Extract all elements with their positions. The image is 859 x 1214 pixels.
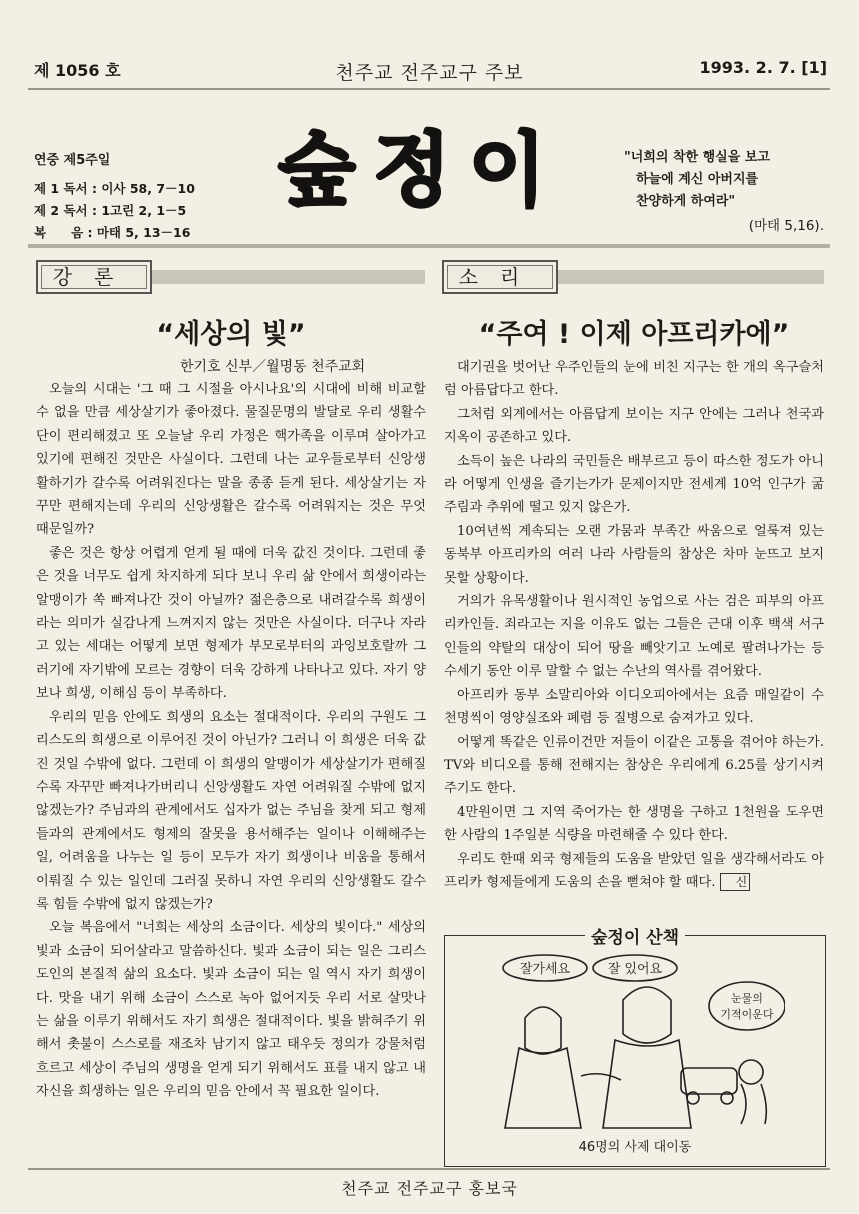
masthead-logo: [262, 124, 580, 212]
handshake: [581, 1074, 621, 1080]
mass-readings: [34, 150, 195, 244]
section-label-voice: 소리: [442, 260, 558, 294]
homily-paragraph: 좋은 것은 항상 어렵게 얻게 될 때에 더욱 값진 것이다. 그런데 좋은 것을 너무도 쉽게 차지하게 되다 보니 우리 삶 안에서 희생이라는 알맹이가 쏙 빠져나간 것이 아닐까? 젊은층으로 내려갈수록 희생이라는 의미가 실감나게 느껴지지 않는 것만은 사실이다. 더구나 자라고 있는 세대는 어떻게 보면 형제가 부모로부터의 과잉보호랄까 그러기에 자기밖에 모르는 경향이 더욱 강하게 나타나고 있다. 자기 양보나 희생, 이해심 등이 부족하다.: [36, 545, 426, 702]
masthead-rule: [28, 244, 830, 248]
liturgical-sunday: 연중 제5주일: [34, 153, 111, 168]
monkey-head: [739, 1060, 763, 1084]
top-rule: [28, 88, 830, 90]
left-section-bar: [150, 270, 425, 284]
priest-right-body: [603, 1040, 691, 1128]
masthead-text: 숲정이: [278, 124, 564, 212]
speech-bubble-3: [709, 982, 785, 1030]
voice-paragraph: 우리도 한때 외국 형제들의 도움을 받았던 일을 생각해서라도 아프리카 형제들에게 도움의 손을 뻗쳐야 할 때다. 신: [444, 851, 824, 890]
scripture-quote: "너희의 착한 행실을 보고 하늘에 계신 아버지를 찬양하게 하여라" (마태 5,16).: [624, 147, 824, 237]
voice-paragraph: 10여년씩 계속되는 오랜 가뭄과 부족간 싸움으로 얼룩져 있는 동북부 아프리카의 여러 나라 사람들의 참상은 차마 눈뜨고 보지 못할 상황이다.: [444, 523, 824, 586]
bubble-text-2: 잘 있어요: [607, 962, 663, 977]
issue-date: 1993. 2. 7. [1]: [699, 58, 827, 77]
monkey-body: [741, 1084, 766, 1124]
author-seal: 신: [720, 873, 751, 891]
gospel-reading: 복 음 : 마태 5, 13－16: [34, 225, 191, 240]
bubble-text-3a: 눈물의: [731, 992, 763, 1005]
quote-source: (마태 5,16).: [748, 218, 824, 234]
right-section-bar: [558, 270, 824, 284]
car: [681, 1068, 737, 1094]
voice-paragraph: 소득이 높은 나라의 국민들은 배부르고 등이 따스한 정도가 아니라 어떻게 인생을 즐기는가가 문제이지만 전세계 10억 인구가 굶주림과 추위에 떨고 있지 않은가.: [444, 453, 824, 516]
cartoon-box: [444, 928, 826, 1167]
cartoon-title: 숲정이 산책: [585, 928, 685, 948]
homily-paragraph: 우리의 믿음 안에도 희생의 요소는 절대적이다. 우리의 구원도 그리스도의 희생으로 이루어진 것이 아닌가? 그러니 이 희생은 더욱 값진 것일 수밖에 없다. 그런데 이 희생의 알맹이가 세상살기가 편해질수록 자꾸만 빠져나가버리니 신앙생활도 자연 어려워질 수밖에 없지 않겠는가? 주님과의 관계에서도 십자가 없는 주님을 찾게 되고 형제들과의 관계에서도 형제의 잘못을 용서해주는 일이나 이해해주는 일, 어려움을 나누는 일 등이 모두가 자기 희생이나 비움을 통해서 이뤄질 수 있는 일인데 그러질 못하니 자연 우리의 신앙생활도 갈수록 힘들 수밖에 없지 않겠는가?: [36, 709, 426, 912]
bubble-text-3b: 기적이운다: [720, 1008, 774, 1021]
first-reading: 제 1 독서 : 이사 58, 7－10: [34, 181, 195, 196]
bubble-text-1: 잘가세요: [519, 962, 571, 977]
voice-paragraph: 어떻게 똑같은 인류이건만 저들이 이같은 고통을 겪어야 하는가. TV와 비디오를 통해 전해지는 참상은 우리에게 6.25를 상기시켜주기도 한다.: [444, 734, 824, 797]
section-label-homily: 강론: [36, 260, 152, 294]
voice-title: “주여 ! 이제 아프리카에”: [478, 319, 790, 350]
homily-author: 한기호 신부／월명동 천주교회: [180, 359, 366, 375]
footer-rule: [28, 1168, 830, 1170]
homily-body: [36, 378, 426, 1104]
voice-paragraph: 아프리카 동부 소말리아와 이디오피아에서는 요즘 매일같이 수천명씩이 영양실조와 폐렴 등 질병으로 숨져가고 있다.: [444, 687, 824, 727]
voice-paragraph: 거의가 유목생활이나 원시적인 농업으로 사는 검은 피부의 아프리카인들. 죄라고는 지을 이유도 없는 그들은 근대 이후 백색 서구인들의 약탈의 대상이 되어 땅을 빼앗기고 노예로 팔려나가는 등 수세기 동안 이루 말할 수 없는 수난의 역사를 겪어왔다.: [444, 594, 824, 680]
cartoon-illustration: [485, 948, 785, 1130]
priest-left-body: [505, 1048, 581, 1128]
voice-paragraph: 4만원이면 그 지역 죽어가는 한 생명을 구하고 1천원을 도우면 한 사람의 1주일분 식량을 마련해줄 수 있다 한다.: [444, 804, 824, 844]
footer-publisher: 천주교 전주교구 홍보국: [341, 1179, 518, 1198]
issue-number: 제 1056 호: [34, 61, 121, 80]
bulletin-title: 천주교 전주교구 주보: [335, 62, 524, 84]
homily-title: “세상의 빛”: [156, 319, 306, 350]
priest-right-head: [623, 987, 671, 1043]
homily-paragraph: 오늘의 시대는 '그 때 그 시절을 아시나요'의 시대에 비해 비교할 수 없을 만큼 세상살기가 좋아졌다. 물질문명의 발달로 우리 생활수단이 편리해졌고 또 오늘날 우리 가정은 핵가족을 이루며 살아가고 있기에 편해진 것만은 사실이다. 그런데 나는 교우들로부터 신앙생활하기가 갈수록 어려워진다는 말을 종종 듣게 된다. 세상살기는 자꾸만 편해지는데 우리의 신앙생활은 갈수록 어려워지는 것은 무엇 때문일까?: [36, 382, 426, 538]
cartoon-caption: 46명의 사제 대이동: [578, 1140, 692, 1155]
homily-paragraph: 오늘 복음에서 "너희는 세상의 소금이다. 세상의 빛이다." 세상의 빛과 소금이 되어살라고 말씀하신다. 빛과 소금이 되는 일은 그리스도인의 본질적 삶의 요소다. 빛과 소금이 되는 일 역시 자기 희생이다. 맛을 내기 위해 소금이 스스로 녹아 없어지듯 우리 서로 살맛나는 삶을 이루기 위해서도 자기 희생은 절대적이다. 빛을 밝혀주기 위해서 촛불이 스스로를 재조차 남기지 않고 태우듯 정의가 강물처럼 흐르고 세상이 주님의 생명을 얻게 되기 위해서도 표를 내지 않고 내 자신을 희생하는 일은 우리의 믿음 안에서 꼭 필요한 일이다.: [36, 920, 426, 1100]
voice-body: [444, 356, 824, 894]
second-reading: 제 2 독서 : 1고린 2, 1－5: [34, 203, 187, 218]
voice-paragraph: 그처럼 외계에서는 아름답게 보이는 지구 안에는 그러나 천국과 지옥이 공존하고 있다.: [444, 406, 824, 446]
voice-paragraph: 대기권을 벗어난 우주인들의 눈에 비친 지구는 한 개의 옥구슬처럼 아름답다고 한다.: [444, 360, 824, 399]
priest-left-head: [525, 1007, 561, 1054]
